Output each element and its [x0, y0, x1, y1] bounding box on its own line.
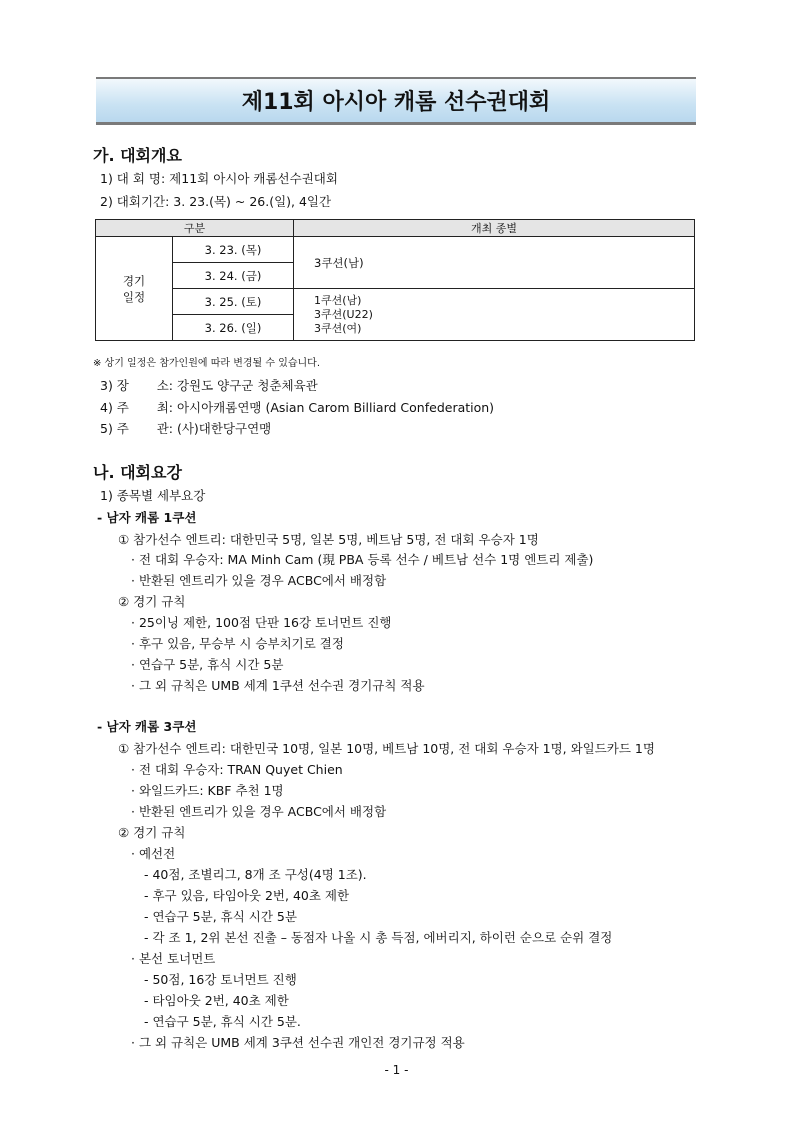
men-1cushion-rules: ② 경기 규칙	[118, 594, 186, 609]
men-1cushion-entry: ① 참가선수 엔트리: 대한민국 5명, 일본 5명, 베트남 5명, 전 대회 우승자 1명	[118, 532, 539, 547]
event-item: 3쿠션(여)	[314, 321, 362, 335]
list-item: - 후구 있음, 타임아웃 2번, 40초 제한	[144, 888, 350, 903]
date-cell: 3. 23. (목)	[173, 237, 294, 263]
date-cell: 3. 24. (금)	[173, 263, 294, 289]
list-item: - 각 조 1, 2위 본선 진출 – 동점자 나올 시 총 득점, 에버리지, 하이런 순으로 순위 결정	[144, 930, 613, 945]
page-number: - 1 -	[384, 1063, 409, 1077]
event-group-2	[294, 289, 695, 341]
list-item: - 연습구 5분, 휴식 시간 5분	[144, 909, 297, 924]
main-tournament-title: · 본선 토너먼트	[131, 951, 216, 966]
list-item: - 50점, 16강 토너먼트 진행	[144, 972, 297, 987]
section-na-heading: 나. 대회요강	[93, 463, 182, 482]
list-item: · 그 외 규칙은 UMB 세계 3쿠션 선수권 개인전 경기규정 적용	[131, 1035, 465, 1050]
schedule-note: ※ 상기 일정은 참가인원에 따라 변경될 수 있습니다.	[93, 358, 321, 369]
list-item: · 후구 있음, 무승부 시 승부치기로 결정	[131, 636, 344, 651]
list-item: - 40점, 조별리그, 8개 조 구성(4명 1조).	[144, 867, 367, 882]
list-item: · 반환된 엔트리가 있을 경우 ACBC에서 배정함	[131, 573, 387, 588]
header-category: 구분	[96, 220, 294, 237]
prelim-title: · 예선전	[131, 846, 176, 861]
list-item: · 전 대회 우승자: MA Minh Cam (現 PBA 등록 선수 / 베트남 선수 1명 엔트리 제출)	[131, 552, 594, 567]
overview-item-name: 1) 대 회 명: 제11회 아시아 캐롬선수권대회	[100, 171, 338, 186]
overview-item-venue: 3) 장 소: 강원도 양구군 청춘체육관	[100, 378, 318, 393]
men-3cushion-rules: ② 경기 규칙	[118, 825, 186, 840]
document-title: 제11회 아시아 캐롬 선수권대회	[241, 90, 551, 115]
list-item: · 와일드카드: KBF 추천 1명	[131, 783, 284, 798]
schedule-header-row	[96, 220, 695, 237]
date-cell: 3. 26. (일)	[173, 315, 294, 341]
subsection-title: 1) 종목별 세부요강	[100, 488, 206, 503]
table-row	[96, 237, 695, 263]
men-3cushion-entry: ① 참가선수 엔트리: 대한민국 10명, 일본 10명, 베트남 10명, 전 대회 우승자 1명, 와일드카드 1명	[118, 741, 655, 756]
document-title-banner	[96, 77, 696, 125]
date-cell: 3. 25. (토)	[173, 289, 294, 315]
men-3cushion-title: - 남자 캐롬 3쿠션	[97, 719, 197, 734]
overview-item-organizer: 5) 주 관: (사)대한당구연맹	[100, 421, 272, 436]
event-item: 1쿠션(남)	[314, 293, 362, 307]
men-1cushion-title: - 남자 캐롬 1쿠션	[97, 510, 197, 525]
overview-item-host: 4) 주 최: 아시아캐롬연맹 (Asian Carom Billiard Confederation)	[100, 400, 495, 415]
row-label-text: 경기 일정	[122, 273, 146, 304]
list-item: · 전 대회 우승자: TRAN Quyet Chien	[131, 762, 343, 777]
row-label-schedule	[96, 237, 173, 341]
section-ga-heading: 가. 대회개요	[93, 146, 182, 165]
list-item: · 25이닝 제한, 100점 단판 16강 토너먼트 진행	[131, 615, 392, 630]
table-row	[96, 289, 695, 315]
list-item: · 반환된 엔트리가 있을 경우 ACBC에서 배정함	[131, 804, 387, 819]
list-item: · 그 외 규칙은 UMB 세계 1쿠션 선수권 경기규칙 적용	[131, 678, 425, 693]
header-event-type: 개최 종별	[294, 220, 695, 237]
schedule-table	[95, 219, 695, 341]
list-item: · 연습구 5분, 휴식 시간 5분	[131, 657, 284, 672]
list-item: - 연습구 5분, 휴식 시간 5분.	[144, 1014, 301, 1029]
overview-item-period: 2) 대회기간: 3. 23.(목) ~ 26.(일), 4일간	[100, 194, 332, 209]
event-group-1: 3쿠션(남)	[294, 237, 695, 289]
event-item: 3쿠션(U22)	[314, 307, 373, 321]
list-item: - 타임아웃 2번, 40초 제한	[144, 993, 289, 1008]
